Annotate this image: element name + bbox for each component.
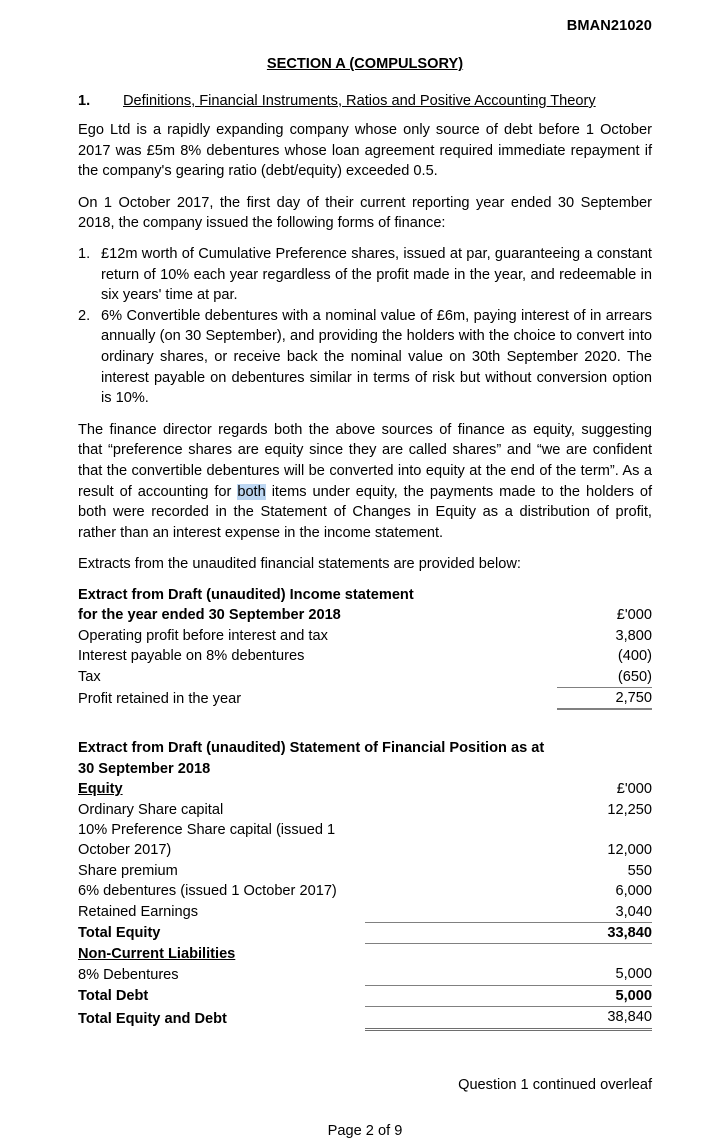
row-label: Share premium (78, 862, 178, 879)
row-label: 10% Preference Share capital (issued 1 October 2017) (78, 821, 336, 859)
table-row-grand-total (78, 1007, 652, 1029)
financial-position-currency-header: £'000 (616, 781, 652, 798)
list-item (78, 306, 652, 409)
spacer (78, 575, 652, 585)
row-label: Tax (78, 669, 101, 685)
row-label: Ordinary Share capital (78, 801, 224, 818)
table-row (78, 667, 652, 688)
row-amount: 3,800 (615, 627, 652, 644)
paragraph-text-after-highlight: items under equity, the payments made to the holders of both were recorded in the Statement of Changes in Equity as a distribution of profit, rather than an interest expense in the income statement. (78, 483, 652, 541)
financial-position-title-line1: Extract from Draft (unaudited) Statement of Financial Position as at (78, 740, 545, 757)
question-number: 1. (78, 93, 91, 109)
intro-paragraph: Ego Ltd is a rapidly expanding company whose only source of debt before 1 October 2017 was £5m 8% debentures whose loan agreement required immediate repayment if the company's gearing ratio (debt/equity) exceeded 0.5. (78, 122, 652, 180)
row-label: 6% debentures (issued 1 October 2017) (78, 883, 337, 900)
list-item (78, 244, 652, 306)
spacer (78, 710, 652, 738)
liabilities-section-header: Non-Current Liabilities (78, 945, 236, 962)
income-statement-title-line2: for the year ended 30 September 2018 (78, 607, 341, 624)
question-heading (78, 93, 652, 109)
row-label: 8% Debentures (78, 966, 179, 983)
equity-section-header: Equity (78, 781, 123, 798)
row-amount: 550 (627, 862, 652, 879)
income-statement-currency-header: £'000 (616, 607, 652, 624)
table-row (78, 646, 652, 666)
page-content (78, 0, 652, 1139)
list-item-marker: 1. (78, 245, 91, 262)
row-label: Operating profit before interest and tax (78, 627, 328, 644)
paragraph-text-before-highlight: The finance director regards both the above sources of finance as equity, suggesting that “preference shares are equity since they are called shares” and “we are confident that the convertible debentures will be converted into equity at the end of the term”. As a result of accounting for (78, 421, 652, 500)
list-item-text: 6% Convertible debentures with a nominal value of £6m, paying interest of in arrears annually (on 30 September), and providing the holders with the choice to convert into ordinary shares, or receive back the nominal value on 30th September 2020. The interest payable on debentures similar in terms of risk but without conversion option is 10%. (101, 307, 652, 407)
row-label: Interest payable on 8% debentures (78, 648, 305, 665)
liabilities-section-header-row (78, 944, 652, 964)
issue-lead-paragraph: On 1 October 2017, the first day of their current reporting year ended 30 September 2018, the company issued the following forms of finance: (78, 194, 652, 232)
row-amount: 6,000 (615, 883, 652, 900)
table-row (78, 820, 652, 861)
table-row (78, 964, 652, 985)
row-amount: 5,000 (365, 964, 652, 985)
page-number: Page 2 of 9 (327, 1122, 403, 1139)
row-amount: (400) (617, 648, 652, 665)
financial-position-title-line2: 30 September 2018 (78, 760, 211, 777)
section-heading: SECTION A (COMPULSORY) (266, 56, 464, 72)
row-amount: 5,000 (365, 985, 652, 1006)
row-label: Total Equity (78, 925, 161, 942)
table-row (78, 626, 652, 646)
row-amount: (650) (557, 667, 652, 688)
exam-code: BMAN21020 (566, 18, 652, 34)
row-label: Retained Earnings (78, 904, 199, 921)
row-label: Total Debt (78, 988, 149, 1005)
income-statement-title-line1: Extract from Draft (unaudited) Income statement (78, 586, 414, 603)
income-statement-title (78, 585, 557, 626)
income-statement-table (78, 585, 652, 710)
table-header-row (78, 585, 652, 626)
financial-position-table (78, 738, 652, 1030)
extracts-lead-paragraph: Extracts from the unaudited financial statements are provided below: (78, 556, 521, 573)
financial-position-title (78, 738, 652, 779)
row-label: Total Equity and Debt (78, 1010, 227, 1027)
row-amount: 33,840 (365, 922, 652, 943)
table-row-total (78, 985, 652, 1006)
table-row (78, 881, 652, 901)
continued-overleaf-note: Question 1 continued overleaf (458, 1076, 652, 1093)
empty-cell (365, 944, 652, 964)
table-row (78, 902, 652, 923)
list-item-text: £12m worth of Cumulative Preference shares, issued at par, guaranteeing a constant return of 10% each year regardless of the profit made in the year, and redeemable in six years' time at par. (101, 245, 652, 304)
question-title: Definitions, Financial Instruments, Ratios and Positive Accounting Theory (123, 93, 596, 109)
row-label: Profit retained in the year (78, 690, 242, 707)
row-amount: 2,750 (557, 687, 652, 709)
equity-section-header-row (78, 779, 652, 799)
finance-forms-list (78, 244, 652, 409)
table-title-row (78, 738, 652, 779)
table-row-total (78, 687, 652, 709)
table-row (78, 800, 652, 820)
finance-director-paragraph (78, 420, 652, 544)
text-selection-highlight[interactable]: both (237, 483, 266, 500)
row-amount: 12,000 (607, 842, 652, 859)
row-amount: 12,250 (607, 801, 652, 818)
table-row (78, 861, 652, 881)
table-row-total (78, 922, 652, 943)
row-amount: 38,840 (365, 1007, 652, 1029)
row-amount: 3,040 (365, 902, 652, 923)
list-item-marker: 2. (78, 307, 91, 324)
